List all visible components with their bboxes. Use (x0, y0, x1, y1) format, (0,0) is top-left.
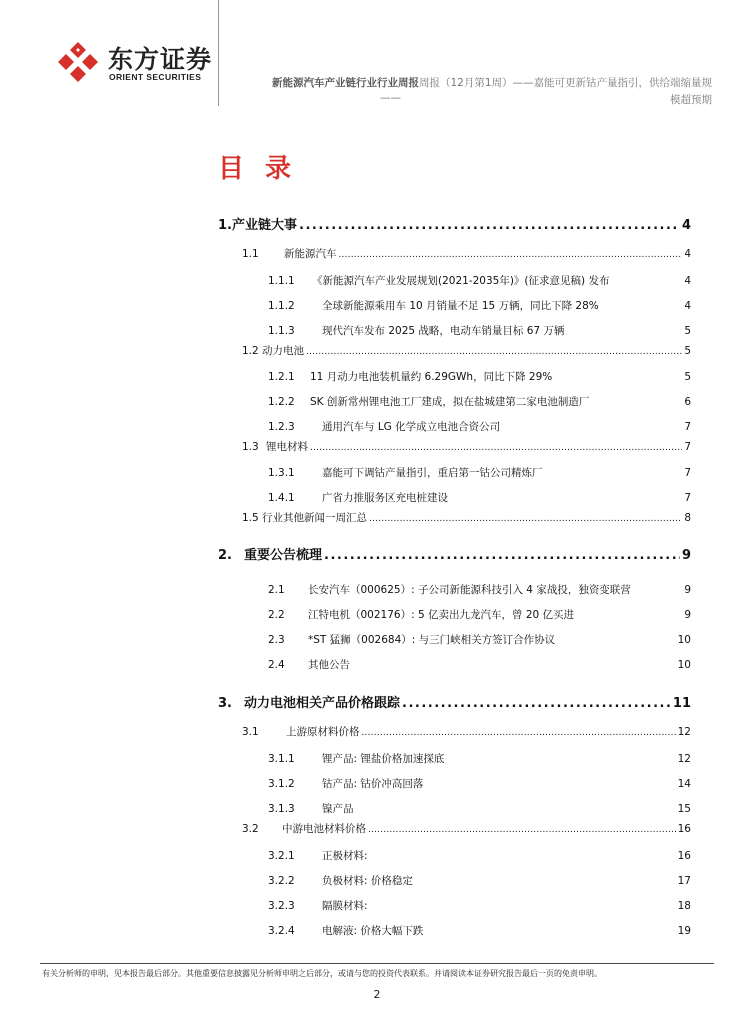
toc-number: 3.1.2 (268, 778, 295, 790)
toc-label: 《新能源汽车产业发展规划(2021-2035年)》(征求意见稿) 发布 (312, 275, 610, 287)
toc-number: 3. (218, 696, 232, 711)
toc-number: 1.1.1 (268, 275, 295, 287)
toc-page: 7 (684, 441, 691, 453)
brand-name-cn: 东方证券 (108, 45, 213, 74)
toc-label: 嘉能可下调钴产量指引，重启第一钴公司精炼厂 (322, 467, 543, 479)
toc-entry[interactable] (242, 821, 691, 836)
toc-label: 其他公告 (308, 659, 350, 671)
toc-number: 1.2 (242, 345, 259, 357)
toc-page: 14 (677, 778, 691, 790)
toc-number: 3.1 (242, 726, 259, 738)
toc-page: 16 (677, 823, 691, 835)
toc-number: 1.5 (242, 512, 259, 524)
toc-entry[interactable] (218, 544, 691, 563)
toc-page: 4 (684, 300, 691, 312)
toc-label: 电解液: 价格大幅下跌 (322, 925, 424, 937)
toc-page: 5 (684, 345, 691, 357)
toc-label: 钴产品: 钴价冲高回落 (322, 778, 424, 790)
toc-page: 10 (677, 659, 691, 671)
report-subtitle-cont: 模超预期 (670, 94, 712, 106)
toc-number: 3.2 (242, 823, 259, 835)
report-subtitle-dash: —— (380, 92, 401, 104)
toc-label: 现代汽车发布 2025 战略，电动车销量目标 67 万辆 (322, 325, 565, 337)
toc-leader (339, 248, 683, 260)
toc-page: 7 (684, 467, 691, 479)
toc-label: 动力电池 (262, 345, 304, 357)
toc-page: 12 (677, 726, 691, 738)
toc-label: SK 创新常州锂电池工厂建成，拟在盐城建第二家电池制造厂 (310, 396, 590, 408)
toc-number: 1.3.1 (268, 467, 295, 479)
toc-number: 1.2.2 (268, 396, 295, 408)
toc-entry[interactable] (242, 439, 691, 454)
toc-entry[interactable] (268, 465, 691, 480)
toc-entry[interactable] (268, 582, 691, 597)
toc-entry[interactable] (242, 246, 691, 261)
toc-number: 1.3 (242, 441, 259, 453)
toc-entry[interactable] (268, 751, 691, 766)
toc-number: 3.2.1 (268, 850, 295, 862)
toc-entry[interactable] (268, 776, 691, 791)
toc-entry[interactable] (242, 510, 691, 525)
toc-number: 3.2.2 (268, 875, 295, 887)
toc-number: 1.1.3 (268, 325, 295, 337)
toc-page: 18 (677, 900, 691, 912)
toc-leader (310, 441, 682, 453)
footer-divider (40, 963, 714, 964)
toc-number: 1.1 (242, 248, 259, 260)
toc-page: 4 (681, 218, 691, 233)
toc-number: 3.1.3 (268, 803, 295, 815)
brand-name-en: ORIENT SECURITIES (109, 72, 202, 82)
toc-page: 19 (677, 925, 691, 937)
toc-entry[interactable] (268, 323, 691, 338)
toc-leader (402, 696, 671, 711)
toc-leader (368, 823, 676, 835)
toc-entry[interactable] (218, 214, 691, 233)
toc-leader (299, 218, 680, 233)
toc-number: 3.2.3 (268, 900, 295, 912)
toc-page: 4 (684, 248, 691, 260)
toc-number: 1.4.1 (268, 492, 295, 504)
page-title: 目 录 (218, 154, 298, 184)
toc-label: 全球新能源乘用车 10 月销量不足 15 万辆，同比下降 28% (322, 300, 599, 312)
toc-entry[interactable] (268, 923, 691, 938)
toc-page: 4 (684, 275, 691, 287)
toc-entry[interactable] (268, 369, 691, 384)
toc-leader (324, 548, 680, 563)
toc-number: 2. (218, 548, 232, 563)
toc-label: 中游电池材料价格 (282, 823, 366, 835)
toc-page: 7 (684, 492, 691, 504)
toc-label: 行业其他新闻一周汇总 (262, 512, 367, 524)
toc-label: 通用汽车与 LG 化学成立电池合资公司 (322, 421, 501, 433)
toc-label: 新能源汽车 (284, 248, 337, 260)
toc-label: 镍产品 (322, 803, 354, 815)
toc-page: 5 (684, 371, 691, 383)
toc-label: 负极材料: 价格稳定 (322, 875, 413, 887)
toc-number: 1.2.3 (268, 421, 295, 433)
toc-number: 1. (218, 218, 232, 233)
toc-number: 3.1.1 (268, 753, 295, 765)
report-title: 新能源汽车产业链行业行业周报 (272, 77, 419, 89)
toc-entry[interactable] (268, 801, 691, 816)
toc-entry[interactable] (268, 298, 691, 313)
toc-leader (306, 345, 682, 357)
toc-page: 10 (677, 634, 691, 646)
toc-label: 广省力推服务区充电桩建设 (322, 492, 448, 504)
toc-entry[interactable] (242, 343, 691, 358)
toc-label: 11 月动力电池装机量约 6.29GWh，同比下降 29% (310, 371, 553, 383)
toc-entry[interactable] (268, 632, 691, 647)
toc-page: 15 (677, 803, 691, 815)
toc-number: 2.1 (268, 584, 285, 596)
page-number: 2 (373, 988, 381, 1001)
toc-label: 隔膜材料: (322, 900, 368, 912)
toc-label: 正极材料: (322, 850, 368, 862)
toc-page: 17 (677, 875, 691, 887)
toc-label: 江特电机（002176）: 5 亿卖出九龙汽车，曾 20 亿买进 (308, 609, 575, 621)
toc-entry[interactable] (268, 273, 691, 288)
toc-page: 8 (684, 512, 691, 524)
toc-number: 2.2 (268, 609, 285, 621)
toc-entry[interactable] (268, 898, 691, 913)
toc-entry[interactable] (268, 419, 691, 434)
toc-entry[interactable] (268, 607, 691, 622)
toc-number: 3.2.4 (268, 925, 295, 937)
toc-label: 长安汽车（000625）: 子公司新能源科技引入 4 家战投，独资变联营 (308, 584, 631, 596)
toc-number: 1.1.2 (268, 300, 295, 312)
toc-label: 重要公告梳理 (244, 548, 323, 563)
report-subtitle: 周报（12月第1周）——嘉能可更新钴产量指引，供给端缩量规 (419, 77, 712, 89)
footer-disclaimer: 有关分析师的申明，见本报告最后部分。其他重要信息披露见分析师申明之后部分，或请与您的投资代表联系。并请阅读本证券研究报告最后一页的免责申明。 (42, 969, 602, 978)
toc-page: 9 (681, 548, 691, 563)
toc-label: 锂电材料 (266, 441, 308, 453)
toc-entry[interactable] (268, 657, 691, 672)
toc-number: 1.2.1 (268, 371, 295, 383)
toc-leader (369, 512, 682, 524)
toc-entry[interactable] (268, 848, 691, 863)
toc-page: 11 (672, 696, 691, 711)
toc-label: *ST 猛狮（002684）: 与三门峡相关方签订合作协议 (308, 634, 556, 646)
toc-number: 2.4 (268, 659, 285, 671)
toc-page: 7 (684, 421, 691, 433)
toc-page: 5 (684, 325, 691, 337)
toc-label: 动力电池相关产品价格跟踪 (244, 696, 401, 711)
toc-entry[interactable] (268, 873, 691, 888)
toc-entry[interactable] (268, 490, 691, 505)
toc-number: 2.3 (268, 634, 285, 646)
toc-page: 16 (677, 850, 691, 862)
toc-page: 6 (684, 396, 691, 408)
toc-page: 9 (684, 584, 691, 596)
toc-page: 9 (684, 609, 691, 621)
toc-label: 上游原材料价格 (286, 726, 360, 738)
toc-entry[interactable] (242, 724, 691, 739)
toc-label: 产业链大事 (231, 218, 297, 233)
toc-entry[interactable] (218, 692, 691, 711)
toc-leader (362, 726, 676, 738)
toc-page: 12 (677, 753, 691, 765)
toc-entry[interactable] (268, 394, 691, 409)
toc-label: 锂产品: 锂盐价格加速探底 (322, 753, 445, 765)
